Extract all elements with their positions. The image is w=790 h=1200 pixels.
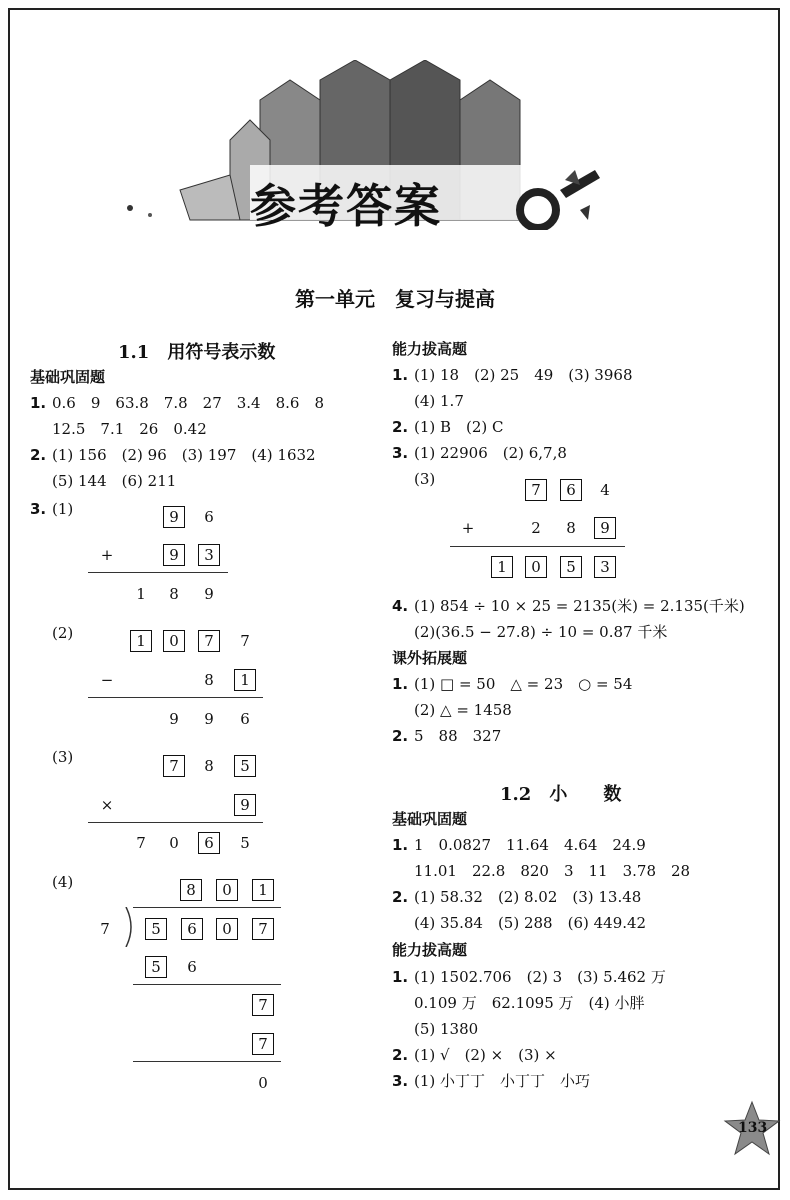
division-bar bbox=[133, 907, 281, 908]
section-title-1-1: 1.1 用符号表示数 bbox=[118, 342, 276, 363]
a2-line1: (1) √ (2) × (3) × bbox=[414, 1046, 557, 1064]
digit-box: 7 bbox=[525, 479, 547, 501]
e2-line1: 5 88 327 bbox=[414, 727, 502, 745]
digit: 2 bbox=[531, 519, 541, 537]
digit-box: 1 bbox=[491, 556, 513, 578]
section-title-1-2: 1.2 小 数 bbox=[500, 784, 622, 805]
e1-number: 1. bbox=[392, 675, 409, 693]
digit: 0 bbox=[169, 834, 179, 852]
r1-number: 1. bbox=[392, 366, 409, 384]
basic-heading: 基础巩固题 bbox=[30, 368, 106, 386]
digit-box: 7 bbox=[252, 1033, 274, 1055]
s1-number: 1. bbox=[392, 836, 409, 854]
advanced-heading-2: 能力拔高题 bbox=[392, 941, 468, 959]
q1-line1: 0.6 9 63.8 7.8 27 3.4 8.6 8 bbox=[52, 394, 324, 412]
a2-number: 2. bbox=[392, 1046, 409, 1064]
s1-line2: 11.01 22.8 820 3 11 3.78 28 bbox=[414, 862, 691, 880]
s2-line1: (1) 58.32 (2) 8.02 (3) 13.48 bbox=[414, 888, 642, 906]
digit-box: 9 bbox=[163, 506, 185, 528]
digit: 9 bbox=[204, 585, 214, 603]
a3-line1: (1) 小丁丁 小丁丁 小巧 bbox=[414, 1072, 591, 1090]
division-step-line bbox=[133, 1061, 281, 1062]
divisor: 7 bbox=[100, 920, 110, 938]
digit: 7 bbox=[240, 632, 250, 650]
advanced-heading: 能力拔高题 bbox=[392, 340, 468, 358]
digit-box: 0 bbox=[163, 630, 185, 652]
q2-number: 2. bbox=[30, 446, 47, 464]
digit-box: 5 bbox=[145, 918, 167, 940]
digit-box: 7 bbox=[198, 630, 220, 652]
difference-line bbox=[88, 697, 263, 698]
digit: 6 bbox=[204, 508, 214, 526]
r4-number: 4. bbox=[392, 597, 409, 615]
digit: 8 bbox=[204, 757, 214, 775]
q3-part1-label: (1) bbox=[52, 500, 74, 518]
digit: 1 bbox=[136, 585, 146, 603]
r4-line1: (1) 854 ÷ 10 × 25 = 2135(米) = 2.135(千米) bbox=[414, 597, 745, 615]
e1-line2: (2) △ = 1458 bbox=[414, 701, 512, 719]
digit-box: 6 bbox=[560, 479, 582, 501]
digit-box: 8 bbox=[180, 879, 202, 901]
r1-line2: (4) 1.7 bbox=[414, 392, 464, 410]
sum-line bbox=[88, 572, 228, 573]
r3-part3-label: (3) bbox=[414, 470, 436, 488]
division-bracket bbox=[124, 907, 138, 947]
a1-line2: 0.109 万 62.1095 万 (4) 小胖 bbox=[414, 994, 645, 1012]
digit-box: 7 bbox=[252, 994, 274, 1016]
q3-part4-label: (4) bbox=[52, 873, 74, 891]
r1-line1: (1) 18 (2) 25 49 (3) 3968 bbox=[414, 366, 633, 384]
digit-box: 6 bbox=[181, 918, 203, 940]
digit: 6 bbox=[240, 710, 250, 728]
digit: 8 bbox=[204, 671, 214, 689]
digit: 4 bbox=[600, 481, 610, 499]
r4-line2: (2)(36.5 − 27.8) ÷ 10 = 0.87 千米 bbox=[414, 623, 668, 641]
times-sign: × bbox=[100, 796, 114, 814]
r2-line1: (1) B (2) C bbox=[414, 418, 504, 436]
digit-box: 1 bbox=[252, 879, 274, 901]
digit: 6 bbox=[187, 958, 197, 976]
unit-title: 第一单元 复习与提高 bbox=[295, 287, 495, 311]
e2-number: 2. bbox=[392, 727, 409, 745]
digit-box: 0 bbox=[525, 556, 547, 578]
a3-number: 3. bbox=[392, 1072, 409, 1090]
s2-line2: (4) 35.84 (5) 288 (6) 449.42 bbox=[414, 914, 647, 932]
remainder: 0 bbox=[258, 1074, 268, 1092]
digit-box: 6 bbox=[198, 832, 220, 854]
basic-heading-2: 基础巩固题 bbox=[392, 810, 468, 828]
q2-line2: (5) 144 (6) 211 bbox=[52, 472, 177, 490]
r3-number: 3. bbox=[392, 444, 409, 462]
digit-box: 0 bbox=[216, 879, 238, 901]
digit-box: 1 bbox=[130, 630, 152, 652]
digit-box: 1 bbox=[234, 669, 256, 691]
a1-number: 1. bbox=[392, 968, 409, 986]
minus-sign: − bbox=[100, 671, 114, 689]
extension-heading: 课外拓展题 bbox=[392, 649, 468, 667]
product-line bbox=[88, 822, 263, 823]
s2-number: 2. bbox=[392, 888, 409, 906]
digit: 9 bbox=[169, 710, 179, 728]
digit: 9 bbox=[204, 710, 214, 728]
digit-box: 0 bbox=[216, 918, 238, 940]
page-title: 参考答案 bbox=[250, 179, 442, 233]
q3-part3-label: (3) bbox=[52, 748, 74, 766]
digit-box: 7 bbox=[252, 918, 274, 940]
sum-line bbox=[450, 546, 625, 547]
digit-box: 5 bbox=[145, 956, 167, 978]
e1-line1: (1) □ = 50 △ = 23 ○ = 54 bbox=[414, 675, 633, 693]
digit-box: 5 bbox=[560, 556, 582, 578]
digit-box: 9 bbox=[163, 544, 185, 566]
r3-line1: (1) 22906 (2) 6,7,8 bbox=[414, 444, 567, 462]
digit-box: 7 bbox=[163, 755, 185, 777]
q3-number: 3. bbox=[30, 500, 47, 518]
plus-sign: + bbox=[461, 519, 475, 537]
a1-line1: (1) 1502.706 (2) 3 (3) 5.462 万 bbox=[414, 968, 666, 986]
digit-box: 5 bbox=[234, 755, 256, 777]
a1-line3: (5) 1380 bbox=[414, 1020, 479, 1038]
digit-box: 3 bbox=[198, 544, 220, 566]
plus-sign: + bbox=[100, 546, 114, 564]
digit: 5 bbox=[240, 834, 250, 852]
q1-line2: 12.5 7.1 26 0.42 bbox=[52, 420, 207, 438]
digit-box: 9 bbox=[594, 517, 616, 539]
division-step-line bbox=[133, 984, 281, 985]
page-number: 133 bbox=[738, 1120, 768, 1136]
digit-box: 3 bbox=[594, 556, 616, 578]
q3-part2-label: (2) bbox=[52, 624, 74, 642]
digit: 8 bbox=[169, 585, 179, 603]
digit: 7 bbox=[136, 834, 146, 852]
q2-line1: (1) 156 (2) 96 (3) 197 (4) 1632 bbox=[52, 446, 316, 464]
r2-number: 2. bbox=[392, 418, 409, 436]
digit: 8 bbox=[566, 519, 576, 537]
s1-line1: 1 0.0827 11.64 4.64 24.9 bbox=[414, 836, 646, 854]
digit-box: 9 bbox=[234, 794, 256, 816]
q1-number: 1. bbox=[30, 394, 47, 412]
